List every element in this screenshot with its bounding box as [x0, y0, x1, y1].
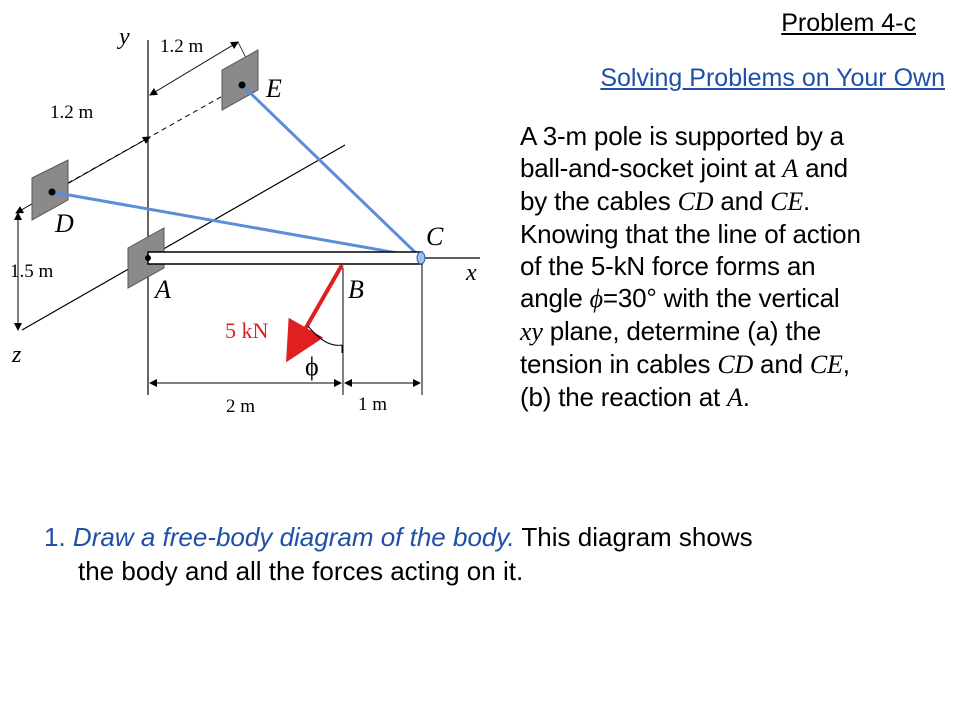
force-label: 5 kN	[225, 318, 269, 343]
dim-ab: 2 m	[226, 396, 256, 417]
angle-label: ϕ	[305, 352, 319, 381]
label-b: B	[348, 275, 364, 304]
problem-statement: A 3-m pole is supported by a ball-and-socket joint at A and by the cables CD and CE. Knowing that the line of action of the 5-kN force forms an angle ϕ=30° with the vertical xy plane, determine (a) the tension in cables CD and CE, (b) the reaction at A.	[520, 121, 861, 412]
plate-e	[222, 50, 258, 110]
step-emphasis: Draw a free-body diagram of the body.	[72, 522, 515, 552]
label-a: A	[155, 275, 171, 304]
label-x: x	[466, 260, 477, 286]
dim-top: 1.2 m	[160, 36, 204, 57]
subtitle-link[interactable]: Solving Problems on Your Own	[600, 64, 945, 92]
label-c: C	[426, 222, 444, 251]
step-instruction: 1. Draw a free-body diagram of the body. This diagram shows the body and all the forces acting on it.	[44, 522, 753, 586]
label-y: y	[119, 24, 130, 50]
problem-title: Problem 4-c	[781, 9, 916, 37]
label-z: z	[12, 342, 22, 368]
var-phi: ϕ	[589, 284, 603, 313]
dim-height: 1.5 m	[10, 261, 54, 282]
angle-arc	[308, 326, 342, 345]
var-cd: CD	[677, 187, 714, 216]
var-xy: xy	[520, 317, 543, 346]
label-e: E	[266, 74, 282, 103]
var-a: A	[782, 154, 799, 183]
pole-end-c	[417, 252, 425, 264]
step-number: 1.	[44, 522, 73, 552]
pole	[148, 252, 422, 264]
problem-line: A 3-m pole is supported by a	[520, 121, 844, 151]
var-ce: CE	[770, 187, 804, 216]
label-d: D	[55, 209, 74, 238]
force-arrow	[296, 265, 342, 345]
dim-bc: 1 m	[358, 394, 388, 415]
dim-left: 1.2 m	[50, 102, 94, 123]
